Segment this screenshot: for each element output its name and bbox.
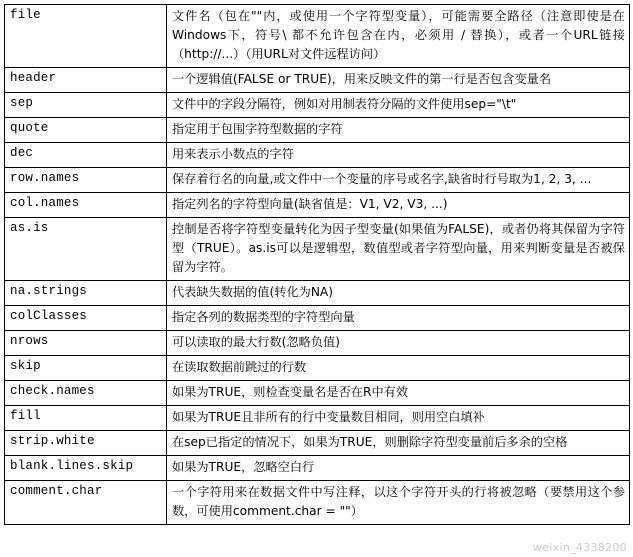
table-row [5, 406, 630, 431]
table-row [5, 68, 630, 93]
table-row [5, 143, 630, 168]
parameters-table [4, 4, 630, 525]
parameter-name-cell: sep [5, 93, 167, 118]
parameter-name-cell: as.is [5, 218, 167, 281]
parameter-name-cell: blank.lines.skip [5, 456, 167, 481]
parameter-desc-cell: 指定各列的数据类型的字符型向量 [167, 306, 630, 331]
table-row [5, 481, 630, 525]
table-row [5, 456, 630, 481]
parameter-name-cell: skip [5, 356, 167, 381]
parameter-name-cell: file [5, 5, 167, 68]
table-row [5, 306, 630, 331]
parameter-desc-cell: 在读取数据前跳过的行数 [167, 356, 630, 381]
table-row [5, 168, 630, 193]
parameter-name-cell: row.names [5, 168, 167, 193]
table-row [5, 356, 630, 381]
parameter-name-cell: col.names [5, 193, 167, 218]
table-body [5, 5, 630, 525]
parameter-desc-cell: 文件名（包在""内，或使用一个字符型变量），可能需要全路径（注意即使是在Windows下，符号\ 都不允许包含在内，必须用 / 替换），或者一个URL链接（http://...）（用URL对文件远程访问） [167, 5, 630, 68]
table-row [5, 381, 630, 406]
parameter-desc-cell: 控制是否将字符型变量转化为因子型变量(如果值为FALSE)，或者仍将其保留为字符型（TRUE）。as.is可以是逻辑型，数值型或者字符型向量，用来判断变量是否被保留为字符。 [167, 218, 630, 281]
parameter-desc-cell: 如果为TRUE，则检查变量名是否在R中有效 [167, 381, 630, 406]
document-page [0, 4, 633, 557]
parameter-desc-cell: 保存着行名的向量,或文件中一个变量的序号或名字,缺省时行号取为1, 2, 3, ... [167, 168, 630, 193]
parameter-desc-cell: 一个字符用来在数据文件中写注释，以这个字符开头的行将被忽略（要禁用这个参数，可使用comment.char = ""） [167, 481, 630, 525]
parameter-name-cell: nrows [5, 331, 167, 356]
table-row [5, 118, 630, 143]
parameter-desc-cell: 在sep已指定的情况下，如果为TRUE，则删除字符型变量前后多余的空格 [167, 431, 630, 456]
parameter-desc-cell: 代表缺失数据的值(转化为NA) [167, 281, 630, 306]
parameter-name-cell: strip.white [5, 431, 167, 456]
table-row [5, 93, 630, 118]
table-row [5, 281, 630, 306]
parameter-name-cell: quote [5, 118, 167, 143]
table-row [5, 5, 630, 68]
parameter-desc-cell: 如果为TRUE且非所有的行中变量数目相同，则用空白填补 [167, 406, 630, 431]
parameter-name-cell: check.names [5, 381, 167, 406]
parameter-desc-cell: 如果为TRUE，忽略空白行 [167, 456, 630, 481]
watermark-text: weixin_4338200 [532, 541, 627, 554]
parameter-desc-cell: 指定列名的字符型向量(缺省值是：V1, V2, V3, ...) [167, 193, 630, 218]
table-row [5, 431, 630, 456]
parameter-name-cell: comment.char [5, 481, 167, 525]
parameter-name-cell: colClasses [5, 306, 167, 331]
table-row [5, 193, 630, 218]
parameter-name-cell: header [5, 68, 167, 93]
parameter-name-cell: fill [5, 406, 167, 431]
table-row [5, 331, 630, 356]
parameter-name-cell: dec [5, 143, 167, 168]
parameter-name-cell: na.strings [5, 281, 167, 306]
table-row [5, 218, 630, 281]
parameter-desc-cell: 文件中的字段分隔符，例如对用制表符分隔的文件使用sep="\t" [167, 93, 630, 118]
parameter-desc-cell: 一个逻辑值(FALSE or TRUE)，用来反映文件的第一行是否包含变量名 [167, 68, 630, 93]
parameter-desc-cell: 指定用于包围字符型数据的字符 [167, 118, 630, 143]
parameter-desc-cell: 可以读取的最大行数(忽略负值) [167, 331, 630, 356]
parameter-desc-cell: 用来表示小数点的字符 [167, 143, 630, 168]
